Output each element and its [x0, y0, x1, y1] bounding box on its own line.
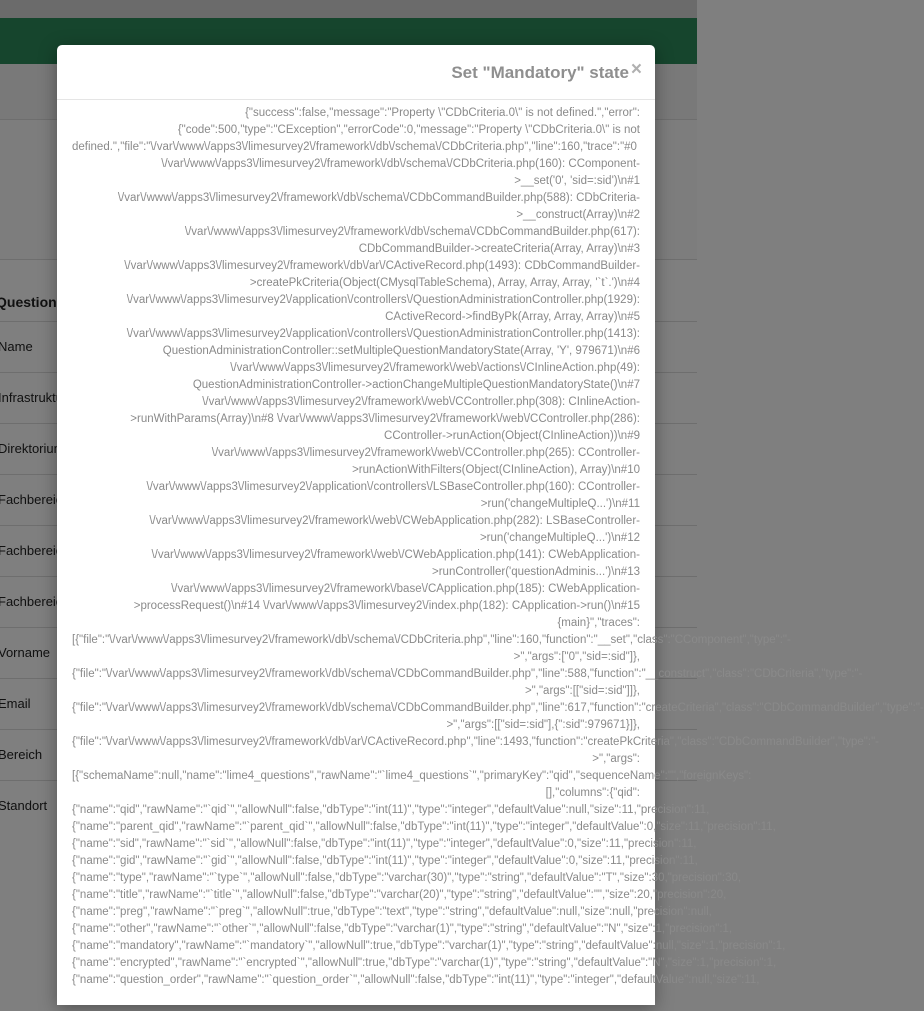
error-line: \/var\/www\/apps3\/limesurvey2\/framework\/db\/schema\/CDbCommandBuilder.php(588): CDbCriteria-	[117, 192, 640, 204]
dialog-body	[57, 101, 924, 1011]
error-line: {"name":"parent_qid","rawName":"`parent_qid`","allowNull":false,"dbType":"int(11)","type":"integer","defaultValue":0,"size":11,"precision":11,	[72, 821, 776, 833]
error-line: {"name":"gid","rawName":"`gid`","allowNull":false,"dbType":"int(11)","type":"integer","defaultValue":0,"size":11,"precision":11,	[72, 855, 698, 867]
error-line: {main}","traces":	[557, 617, 640, 629]
error-line: [{"schemaName":null,"name":"lime4_questions","rawName":"`lime4_questions`","primaryKey":"qid","sequenceName":"","foreignKeys":	[72, 770, 752, 782]
error-line: {"name":"question_order","rawName":"`question_order`","allowNull":false,"dbType":"int(11)","type":"integer","defaultValue":null,"size":11,	[72, 974, 760, 986]
error-line: >run('changeMultipleQ...')\n#11	[480, 498, 640, 510]
error-line: QuestionAdministrationController::setMultipleQuestionMandatoryState(Array, 'Y', 979671)\n#6	[162, 345, 640, 357]
error-line: \/var\/www\/apps3\/limesurvey2\/framework\/db\/ar\/CActiveRecord.php(1493): CDbCommandBuilder-	[124, 260, 640, 272]
error-line: {"name":"encrypted","rawName":"`encrypted`","allowNull":true,"dbType":"varchar(1)","type":"string","defaultValue":"N","size":1,"precision":1,	[72, 957, 777, 969]
error-line: CActiveRecord->findByPk(Array, Array, Array)\n#5	[385, 311, 640, 323]
error-line: {"name":"sid","rawName":"`sid`","allowNull":false,"dbType":"int(11)","type":"integer","defaultValue":0,"size":11,"precision":11,	[72, 838, 697, 850]
error-line: {"file":"\/var\/www\/apps3\/limesurvey2\/framework\/db\/ar\/CActiveRecord.php","line":1493,"function":"createPkCriteria","class":"CDbCommandBuilder","type":"-	[72, 736, 879, 748]
error-line: {"name":"preg","rawName":"`preg`","allowNull":true,"dbType":"text","type":"string","defaultValue":null,"size":null,"precision":null,	[72, 906, 712, 918]
error-line: CDbCommandBuilder->createCriteria(Array, Array)\n#3	[358, 243, 640, 255]
close-icon[interactable]: ×	[630, 59, 642, 80]
error-line: [{"file":"\/var\/www\/apps3\/limesurvey2\/framework\/db\/schema\/CDbCriteria.php","line":160,"function":"__set","class":"CComponent","type":"-	[72, 634, 791, 646]
error-line: \/var\/www\/apps3\/limesurvey2\/framework\/web\/CWebApplication.php(282): LSBaseController-	[149, 515, 640, 527]
dialog-header	[57, 45, 655, 100]
error-line: \/var\/www\/apps3\/limesurvey2\/framework\/web\/CWebApplication.php(141): CWebApplication-	[151, 549, 640, 561]
error-line: \/var\/www\/apps3\/limesurvey2\/application\/controllers\/LSBaseController.php(160): CController-	[146, 481, 640, 493]
error-line: \/var\/www\/apps3\/limesurvey2\/framework\/web\/CController.php(265): CController-	[211, 447, 640, 459]
error-line: {"name":"other","rawName":"`other`","allowNull":false,"dbType":"varchar(1)","type":"string","defaultValue":"N","size":1,"precision":1,	[72, 923, 733, 935]
error-line: >","args":["0","sid=:sid"]},	[513, 651, 640, 663]
error-line: >runWithParams(Array)\n#8 \/var\/www\/apps3\/limesurvey2\/framework\/web\/CController.php(286):	[130, 413, 640, 425]
error-line: >","args":	[592, 753, 640, 765]
error-line: QuestionAdministrationController->actionChangeMultipleQuestionMandatoryState()\n#7	[192, 379, 640, 391]
error-line: >","args":[["sid=:sid"],{":sid":979671}]},	[446, 719, 640, 731]
error-line: {"file":"\/var\/www\/apps3\/limesurvey2\/framework\/db\/schema\/CDbCommandBuilder.php","line":588,"function":"__construct","class":"CDbCriteria","type":"-	[72, 668, 863, 680]
error-line: \/var\/www\/apps3\/limesurvey2\/application\/controllers\/QuestionAdministrationController.php(1929):	[126, 294, 640, 306]
error-line: >run('changeMultipleQ...')\n#12	[479, 532, 640, 544]
error-line: \/var\/www\/apps3\/limesurvey2\/application\/controllers\/QuestionAdministrationController.php(1413):	[126, 328, 640, 340]
error-line: {"name":"type","rawName":"`type`","allowNull":false,"dbType":"varchar(30)","type":"string","defaultValue":"T","size":30,"precision":30,	[72, 872, 742, 884]
mandatory-state-dialog	[57, 45, 924, 1005]
error-message	[57, 101, 924, 989]
dialog-title: Set "Mandatory" state	[451, 63, 629, 82]
error-line: >__set('0', 'sid=:sid')\n#1	[514, 175, 640, 187]
error-line: [],"columns":{"qid":	[545, 787, 640, 799]
error-line: {"success":false,"message":"Property \"CDbCriteria.0\" is not defined.","error":	[245, 107, 640, 119]
error-line: {"code":500,"type":"CException","errorCode":0,"message":"Property \"CDbCriteria.0\" is not	[177, 124, 640, 136]
error-line: >__construct(Array)\n#2	[516, 209, 640, 221]
error-line: >processRequest()\n#14 \/var\/www\/apps3\/limesurvey2\/index.php(182): CApplication->run()\n#15	[133, 600, 640, 612]
error-line: CController->runAction(Object(CInlineAction))\n#9	[384, 430, 640, 442]
error-line: \/var\/www\/apps3\/limesurvey2\/framework\/web\/CController.php(308): CInlineAction-	[202, 396, 640, 408]
error-line: \/var\/www\/apps3\/limesurvey2\/framework\/base\/CApplication.php(185): CWebApplication-	[171, 583, 640, 595]
error-line: \/var\/www\/apps3\/limesurvey2\/framework\/web\/actions\/CInlineAction.php(49):	[230, 362, 640, 374]
error-line: >runActionWithFilters(Object(CInlineAction), Array)\n#10	[352, 464, 640, 476]
error-line: >createPkCriteria(Object(CMysqlTableSchema), Array, Array, Array, '`t`.')\n#4	[249, 277, 640, 289]
error-line: \/var\/www\/apps3\/limesurvey2\/framework\/db\/schema\/CDbCriteria.php(160): CComponent-	[161, 158, 640, 170]
error-line: {"name":"qid","rawName":"`qid`","allowNull":false,"dbType":"int(11)","type":"integer","defaultValue":null,"size":11,"precision":11,	[72, 804, 710, 816]
error-line: {"file":"\/var\/www\/apps3\/limesurvey2\/framework\/db\/schema\/CDbCommandBuilder.php","line":617,"function":"createCriteria","class":"CDbCommandBuilder","type":"-	[72, 702, 924, 714]
error-line: {"name":"mandatory","rawName":"`mandatory`","allowNull":true,"dbType":"varchar(1)","type":"string","defaultValue":null,"size":1,"precision":1,	[72, 940, 786, 952]
error-line: {"name":"title","rawName":"`title`","allowNull":false,"dbType":"varchar(20)","type":"string","defaultValue":"","size":20,"precision":20,	[72, 889, 727, 901]
error-line: >runController('questionAdminis...')\n#13	[432, 566, 640, 578]
error-line: >","args":[["sid=:sid"]]},	[524, 685, 640, 697]
error-line: defined.","file":"\/var\/www\/apps3\/limesurvey2\/framework\/db\/schema\/CDbCriteria.php","line":160,"trace":"#0	[72, 141, 637, 153]
error-line: \/var\/www\/apps3\/limesurvey2\/framework\/db\/schema\/CDbCommandBuilder.php(617):	[184, 226, 640, 238]
